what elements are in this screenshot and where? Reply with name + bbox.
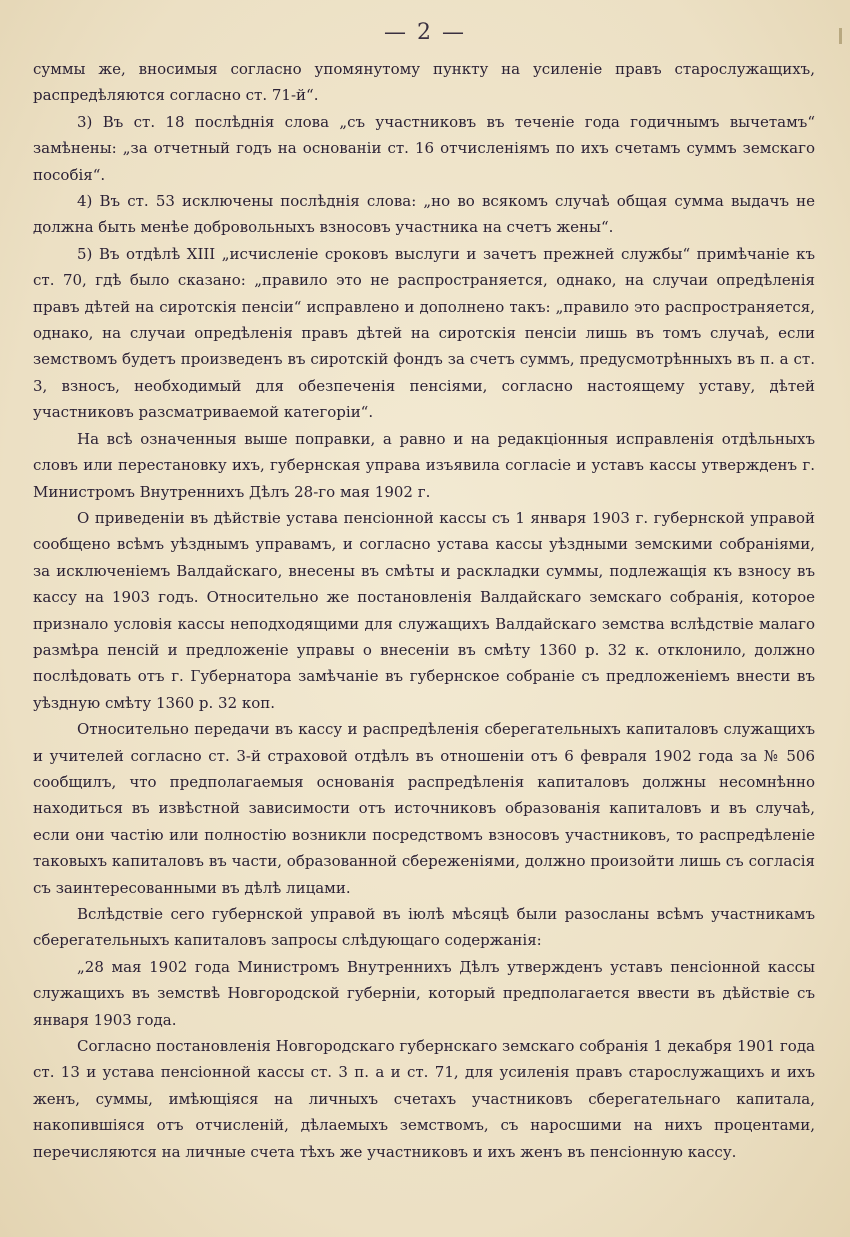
paragraph-3: 4) Въ ст. 53 исключены послѣднія слова: „но во всякомъ случаѣ общая сумма выдачъ не должна быть менѣе добровольныхъ взносовъ участника на счетъ жены“. (33, 192, 815, 237)
paragraph-1: суммы же, вносимыя согласно упомянутому пункту на усиленіе правъ старослужащихъ, распредѣляются согласно ст. 71-й“. (33, 60, 815, 105)
margin-mark (839, 28, 842, 44)
paragraph-9: „28 мая 1902 года Министромъ Внутреннихъ Дѣлъ утвержденъ уставъ пенсіонной кассы служащихъ въ земствѣ Новгородской губерніи, который предполагается ввести въ дѣйствіе съ января 1903 года. (33, 957, 815, 1029)
page-number: — 2 — (384, 20, 466, 45)
paragraph-2: 3) Въ ст. 18 послѣднія слова „съ участниковъ въ теченіе года годичнымъ вычетамъ“ замѣнены: „за отчетный годъ на основаніи ст. 16 отчисленіямъ по ихъ счетамъ суммъ земскаго пособія“. (33, 112, 815, 184)
paragraph-8: Вслѣдствіе сего губернской управой въ іюлѣ мѣсяцѣ были разосланы всѣмъ участникамъ сберегательныхъ капиталовъ запросы слѣдующаго содержанія: (33, 905, 815, 950)
paragraph-6: О приведеніи въ дѣйствіе устава пенсіонной кассы съ 1 января 1903 г. губернской управой сообщено всѣмъ уѣзднымъ управамъ, и согласно устава кассы уѣздными земскими собраніями, за исключеніемъ Валдайскаго, внесены въ смѣты и раскладки суммы, подлежащія къ взносу въ кассу на 1903 годъ. Относительно же постановленія Валдайскаго земскаго собранія, которое признало условія кассы неподходящими для служащихъ Валдайскаго земства вслѣдствіе малаго размѣра пенсій и предложеніе управы о внесеніи въ смѣту 1360 р. 32 к. отклонило, должно послѣдовать отъ г. Губернатора замѣчаніе въ губернское собраніе съ предложеніемъ внести въ уѣздную смѣту 1360 р. 32 коп. (33, 508, 815, 712)
paragraph-10: Согласно постановленія Новгородскаго губернскаго земскаго собранія 1 декабря 1901 года ст. 13 и устава пенсіонной кассы ст. 3 п. а и ст. 71, для усиленія правъ старослужащихъ и ихъ женъ, суммы, имѣющіяся на личныхъ счетахъ участниковъ сберегательнаго капитала, накопившіяся отъ отчисленій, дѣлаемыхъ земствомъ, съ наросшими на нихъ процентами, перечисляются на личные счета тѣхъ же участниковъ и ихъ женъ въ пенсіонную кассу. (33, 1037, 815, 1161)
body-text (33, 56, 815, 1165)
paragraph-4: 5) Въ отдѣлѣ XIII „исчисленіе сроковъ выслуги и зачетъ прежней службы“ примѣчаніе къ ст. 70, гдѣ было сказано: „правило это не распространяется, однако, на случаи опредѣленія правъ дѣтей на сиротскія пенсіи“ исправлено и дополнено такъ: „правило это распространяется, однако, на случаи опредѣленія правъ дѣтей на сиротскія пенсіи лишь въ томъ случаѣ, если земствомъ будетъ произведенъ въ сиротскій фондъ за счетъ суммъ, предусмотрѣнныхъ въ п. а ст. 3, взносъ, необходимый для обезпеченія пенсіями, согласно настоящему уставу, дѣтей участниковъ разсматриваемой категоріи“. (33, 244, 815, 422)
paragraph-7: Относительно передачи въ кассу и распредѣленія сберегательныхъ капиталовъ служащихъ и учителей согласно ст. 3-й страховой отдѣлъ въ отношеніи отъ 6 февраля 1902 года за № 506 сообщилъ, что предполагаемыя основанія распредѣленія капиталовъ должны несомнѣнно находиться въ извѣстной зависимости отъ источниковъ образованія капиталовъ и въ случаѣ, если они частію или полностію возникли посредствомъ взносовъ участниковъ, то распредѣленіе таковыхъ капиталовъ въ части, образованной сбереженіями, должно произойти лишь съ согласія съ заинтересованными въ дѣлѣ лицами. (33, 720, 815, 897)
paragraph-5: На всѣ означенныя выше поправки, а равно и на редакціонныя исправленія отдѣльныхъ словъ или перестановку ихъ, губернская управа изъявила согласіе и уставъ кассы утвержденъ г. Министромъ Внутреннихъ Дѣлъ 28-го мая 1902 г. (33, 429, 815, 501)
